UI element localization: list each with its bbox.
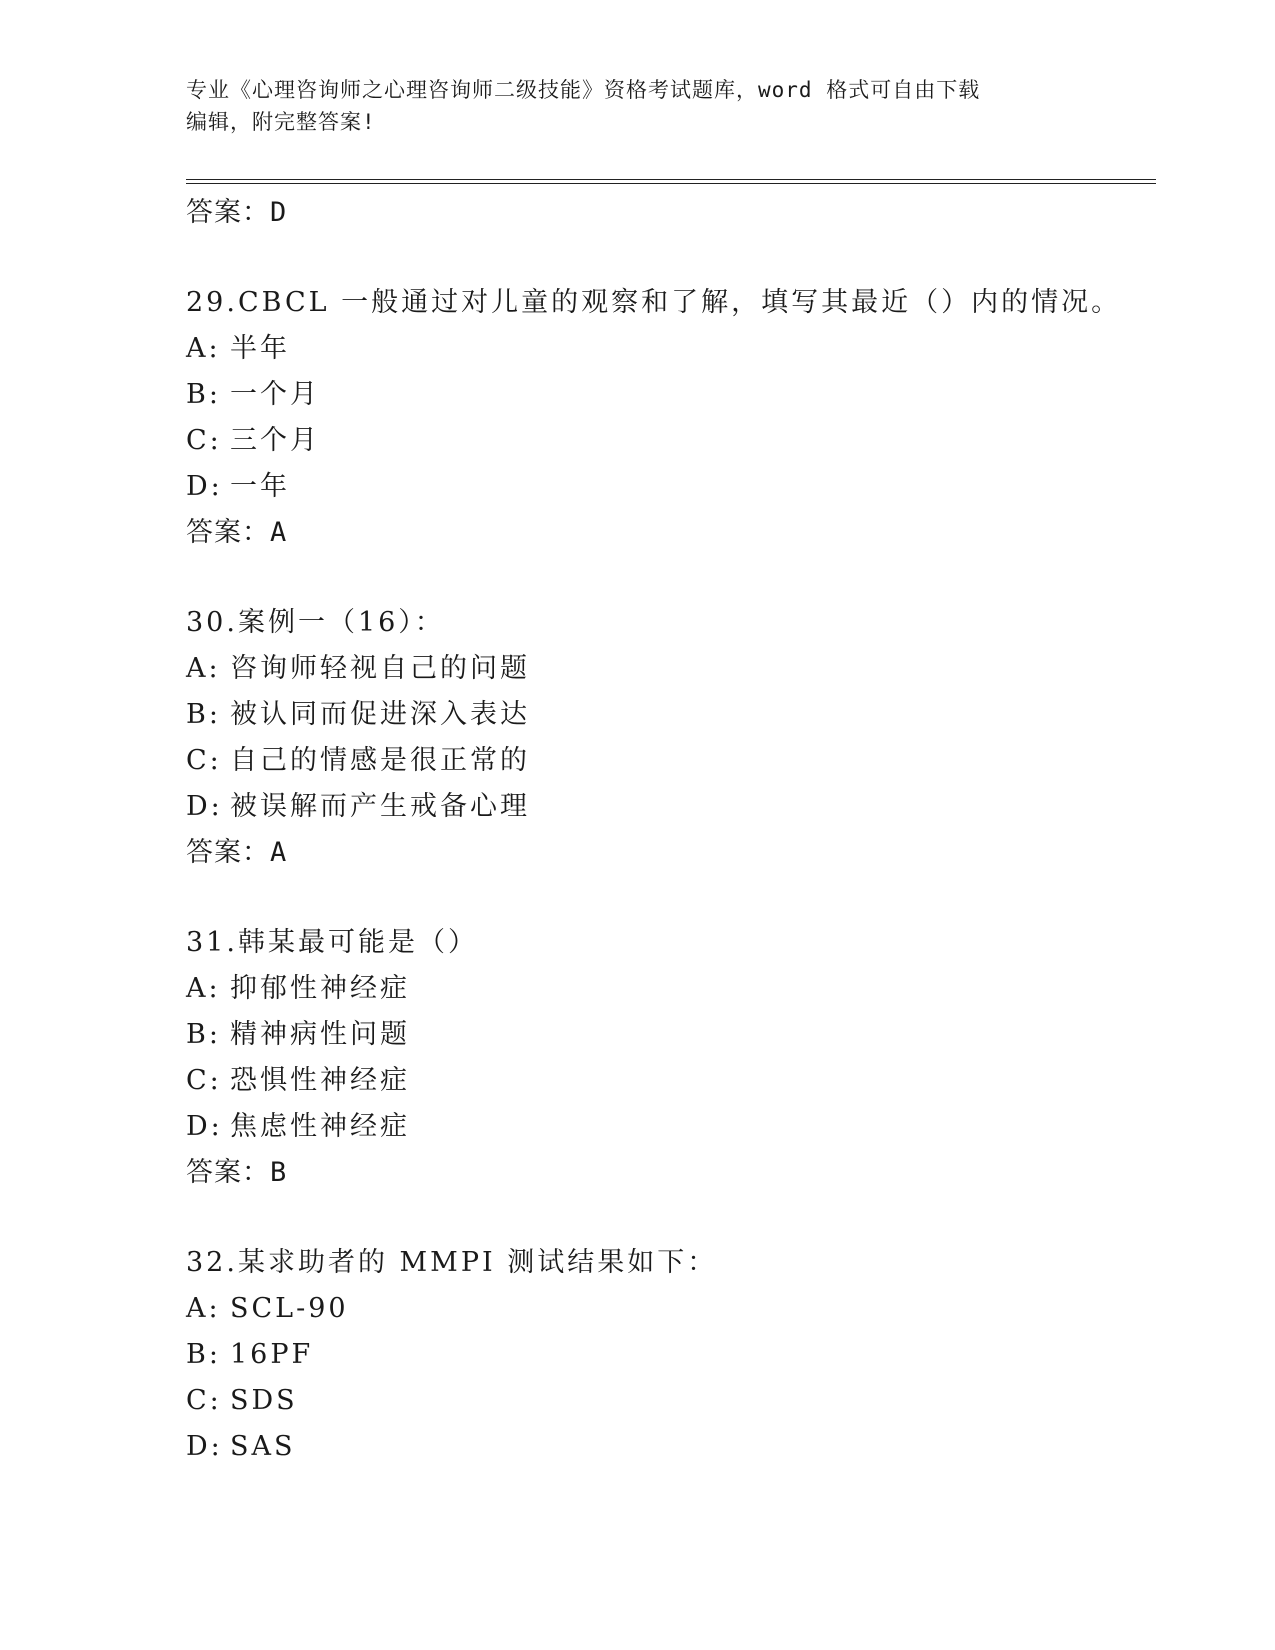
option-a — [186, 646, 1156, 692]
option-text: 三个月 — [230, 425, 320, 456]
option-b — [186, 692, 1156, 738]
option-text: 焦虑性神经症 — [230, 1111, 410, 1142]
option-d — [186, 784, 1156, 830]
option-text: 被误解而产生戒备心理 — [230, 791, 530, 822]
option-c — [186, 738, 1156, 784]
option-text: 16PF — [230, 1339, 314, 1370]
option-text: 恐惧性神经症 — [230, 1065, 410, 1096]
option-letter: D: — [186, 1111, 223, 1142]
option-c — [186, 1378, 1156, 1424]
question-30 — [186, 600, 1156, 876]
answer-line: 答案：A — [186, 517, 288, 548]
option-text: SCL-90 — [230, 1293, 349, 1324]
answer-line: 答案：D — [186, 197, 288, 228]
question-stem: 32.某求助者的 MMPI 测试结果如下： — [186, 1247, 718, 1278]
option-b — [186, 1332, 1156, 1378]
question-29 — [186, 280, 1156, 556]
option-letter: B: — [186, 1339, 221, 1370]
document-header — [186, 74, 1086, 138]
question-31 — [186, 920, 1156, 1196]
option-letter: A: — [186, 333, 221, 364]
option-text: 自己的情感是很正常的 — [230, 745, 530, 776]
option-letter: B: — [186, 699, 221, 730]
option-b — [186, 1012, 1156, 1058]
option-text: 一个月 — [230, 379, 320, 410]
option-c — [186, 418, 1156, 464]
answer-line: 答案：A — [186, 837, 288, 868]
option-text: 抑郁性神经症 — [230, 973, 410, 1004]
header-line-1: 专业《心理咨询师之心理咨询师二级技能》资格考试题库，word 格式可自由下载 — [186, 78, 981, 102]
question-32 — [186, 1240, 1156, 1470]
option-letter: D: — [186, 1431, 223, 1462]
option-d — [186, 1424, 1156, 1470]
option-text: SAS — [230, 1431, 296, 1462]
option-letter: B: — [186, 1019, 221, 1050]
option-a — [186, 1286, 1156, 1332]
option-letter: A: — [186, 973, 221, 1004]
option-letter: D: — [186, 791, 223, 822]
option-letter: C: — [186, 1065, 222, 1096]
option-letter: A: — [186, 1293, 221, 1324]
option-letter: B: — [186, 379, 221, 410]
option-text: 被认同而促进深入表达 — [230, 699, 530, 730]
question-stem: 29.CBCL 一般通过对儿童的观察和了解，填写其最近（）内的情况。 — [186, 287, 1122, 318]
option-letter: D: — [186, 471, 223, 502]
option-text: 咨询师轻视自己的问题 — [230, 653, 530, 684]
question-stem: 31.韩某最可能是（） — [186, 927, 478, 958]
question-stem: 30.案例一（16）： — [186, 607, 445, 638]
option-letter: C: — [186, 745, 222, 776]
option-d — [186, 1104, 1156, 1150]
option-text: 半年 — [230, 333, 290, 364]
option-letter: C: — [186, 425, 222, 456]
option-b — [186, 372, 1156, 418]
option-text: 精神病性问题 — [230, 1019, 410, 1050]
header-divider-top — [186, 179, 1156, 180]
header-line-2: 编辑，附完整答案! — [186, 110, 376, 134]
option-c — [186, 1058, 1156, 1104]
question-list — [186, 190, 1156, 1470]
option-letter: A: — [186, 653, 221, 684]
header-divider-bottom — [186, 183, 1156, 184]
option-text: SDS — [230, 1385, 298, 1416]
option-a — [186, 966, 1156, 1012]
option-a — [186, 326, 1156, 372]
option-text: 一年 — [230, 471, 290, 502]
option-letter: C: — [186, 1385, 222, 1416]
answer-line: 答案：B — [186, 1157, 288, 1188]
option-d — [186, 464, 1156, 510]
